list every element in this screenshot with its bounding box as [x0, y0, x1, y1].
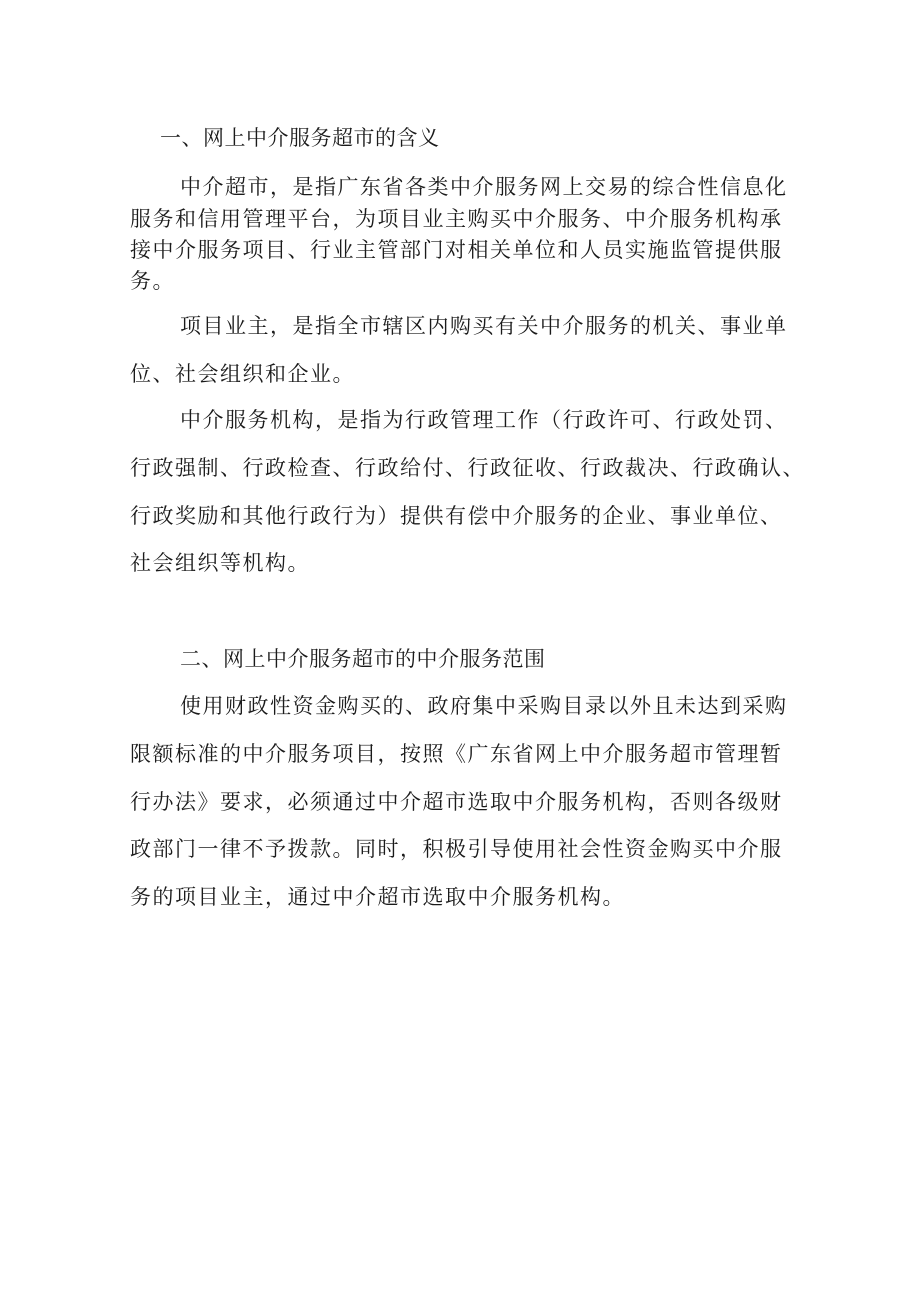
section-1-heading: 一、网上中介服务超市的含义 — [160, 126, 440, 150]
section-1-para-1-line-4: 务。 — [130, 269, 175, 293]
section-1-para-2-line-2: 位、社会组织和企业。 — [130, 362, 355, 386]
section-1-para-1-line-2: 服务和信用管理平台，为项目业主购买中介服务、中介服务机构承 — [130, 207, 783, 231]
section-2-para-1-line-3: 行办法》要求，必须通过中介超市选取中介服务机构，否则各级财 — [130, 790, 783, 814]
section-2-para-1-line-2: 限额标准的中介服务项目，按照《广东省网上中介服务超市管理暂 — [130, 742, 783, 766]
section-2-para-1-line-4: 政部门一律不予拨款。同时，积极引导使用社会性资金购买中介服 — [130, 837, 783, 861]
section-1-para-3-line-2: 行政强制、行政检查、行政给付、行政征收、行政裁决、行政确认、 — [130, 456, 805, 480]
section-2-para-1-line-5: 务的项目业主，通过中介超市选取中介服务机构。 — [130, 885, 625, 909]
section-1-para-2-line-1: 项目业主，是指全市辖区内购买有关中介服务的机关、事业单 — [180, 314, 788, 338]
section-1-para-1-line-1: 中介超市，是指广东省各类中介服务网上交易的综合性信息化 — [180, 175, 788, 199]
section-1-para-1-line-3: 接中介服务项目、行业主管部门对相关单位和人员实施监管提供服 — [130, 238, 783, 262]
section-1-para-3-line-3: 行政奖励和其他行政行为）提供有偿中介服务的企业、事业单位、 — [130, 504, 783, 528]
section-2-heading: 二、网上中介服务超市的中介服务范围 — [180, 647, 546, 671]
section-1-para-3-line-1: 中介服务机构，是指为行政管理工作（行政许可、行政处罚、 — [180, 408, 788, 432]
section-2-para-1-line-1: 使用财政性资金购买的、政府集中采购目录以外且未达到采购 — [180, 694, 788, 718]
section-1-para-3-line-4: 社会组织等机构。 — [130, 551, 310, 575]
